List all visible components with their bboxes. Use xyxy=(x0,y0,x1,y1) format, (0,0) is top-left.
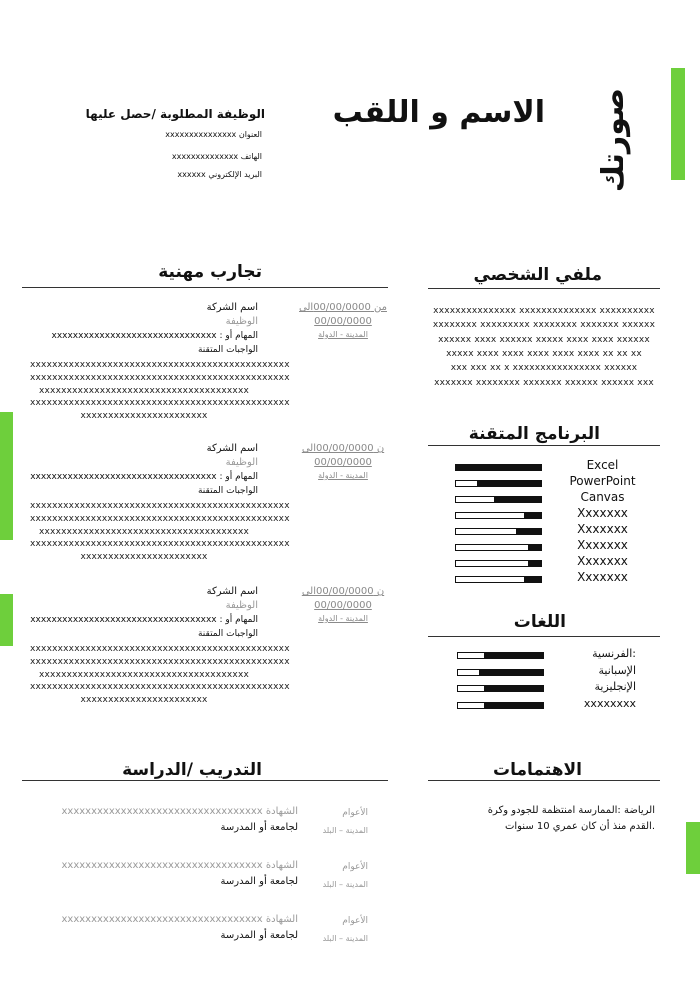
language-name: xxxxxxxx xyxy=(583,696,636,710)
experience-date-from: من 00/00/0000الى xyxy=(299,302,387,313)
skill-level-bar xyxy=(455,528,542,535)
skill-level-fill xyxy=(477,481,541,486)
tasks-label: المهام أو : xxxxxxxxxxxxxxxxxxxxxxxxxxxxxxx xyxy=(51,331,258,341)
education-location: المدينة – البلد xyxy=(322,880,368,889)
duty-line: xxxxxxxxxxxxxxxxxxxxxxxxxxxxxxxxxxxxxx xyxy=(39,669,249,680)
skill-level-fill xyxy=(516,529,542,534)
experience-date-to: 00/00/0000 xyxy=(314,457,372,468)
profile-line: xxxxxx xxxx xxxxxx xxxxx xxxx xxxx xxxxxx xyxy=(438,334,650,345)
experience-location: المدينة - الدولة xyxy=(318,614,368,623)
education-title: التدريب /الدراسة xyxy=(122,760,262,780)
skill-name: Excel xyxy=(586,458,619,472)
skill-name: Xxxxxxx xyxy=(577,538,628,552)
position-title: الوظيفة xyxy=(225,600,258,611)
interests-rule xyxy=(428,780,660,781)
skill-level-fill xyxy=(528,561,541,566)
experience-title: تجارب مهنية xyxy=(158,262,262,282)
accent-bar-top-right-gap xyxy=(671,180,685,220)
skill-level-bar xyxy=(455,576,542,583)
skill-level-bar xyxy=(455,464,542,471)
full-name: الاسم و اللقب xyxy=(332,95,545,130)
contact-email-label: البريد الإلكتروني xyxy=(208,170,262,179)
duty-line: xxxxxxxxxxxxxxxxxxxxxxxxxxxxxxxxxxxxxx xyxy=(39,385,249,396)
education-degree: الشهادة xxxxxxxxxxxxxxxxxxxxxxxxxxxxxxxxxx xyxy=(61,860,298,871)
skill-level-fill xyxy=(528,545,541,550)
duty-line: xxxxxxxxxxxxxxxxxxxxxxx xyxy=(80,552,208,563)
contact-address-value: xxxxxxxxxxxxxxx xyxy=(165,130,237,139)
education-location: المدينة – البلد xyxy=(322,934,368,943)
skill-name: Xxxxxxx xyxy=(577,506,628,520)
profile-line: xxxxxxxxxxxxxxx xxxxxxxxxxxxxx xxxxxxxxxx xyxy=(433,306,655,316)
experience-date-to: 00/00/0000 xyxy=(314,600,372,611)
duty-line: xxxxxxxxxxxxxxxxxxxxxxxxxxxxxxxxxxxxxxxxxxxxxxx xyxy=(30,513,290,524)
profile-rule xyxy=(428,288,660,289)
education-years: الأعوام xyxy=(342,862,368,872)
contact-phone-label: الهاتف xyxy=(240,152,262,161)
experience-date-from: ن 00/00/0000الى xyxy=(301,443,385,454)
skill-level-fill xyxy=(494,497,541,502)
duty-line: xxxxxxxxxxxxxxxxxxxxxxxxxxxxxxxxxxxxxxxxxxxxxxx xyxy=(30,656,290,667)
contact-phone xyxy=(140,152,262,161)
duty-line: xxxxxxxxxxxxxxxxxxxxxxxxxxxxxxxxxxxxxxxxxxxxxxx xyxy=(30,360,290,370)
education-years: الأعوام xyxy=(342,916,368,926)
skill-level-bar xyxy=(455,560,542,567)
contact-email xyxy=(140,170,262,179)
language-name: الإسبانية xyxy=(598,663,636,677)
experience-date-to: 00/00/0000 xyxy=(314,316,372,327)
company-name: اسم الشركة xyxy=(206,302,258,313)
contact-address xyxy=(140,130,262,139)
contact-email-value: xxxxxx xyxy=(177,170,206,179)
education-school: لجامعة أو المدرسة xyxy=(220,930,298,941)
skill-level-bar xyxy=(455,512,542,519)
skill-level-fill xyxy=(524,577,541,582)
skill-name: Xxxxxxx xyxy=(577,554,628,568)
duty-line: xxxxxxxxxxxxxxxxxxxxxxxxxxxxxxxxxxxxxx xyxy=(39,526,249,537)
skill-level-bar xyxy=(455,496,542,503)
accent-bar-right-bottom xyxy=(686,822,700,874)
profile-line: xxxxx xxxx xxxx xxxx xxxx xxxx xx xx xx xyxy=(446,348,642,359)
interests-line-1: الرياضة :الممارسة امنتظمة للجودو وكرة xyxy=(487,805,655,816)
job-title: الوظيفة المطلوبة /حصل عليها xyxy=(85,107,265,121)
education-location: المدينة – البلد xyxy=(322,826,368,835)
experience-date-from: ن 00/00/0000الى xyxy=(301,586,385,597)
duty-line: xxxxxxxxxxxxxxxxxxxxxxxxxxxxxxxxxxxxxxxxxxxxxxx xyxy=(30,682,290,693)
contact-address-label: العنوان xyxy=(238,130,262,139)
language-name: :الفرنسية xyxy=(592,647,636,660)
skill-name: PowerPoint xyxy=(569,474,636,488)
software-title: البرنامج المتقنة xyxy=(468,424,600,444)
experience-location: المدينة - الدولة xyxy=(318,471,368,480)
language-level-fill xyxy=(484,686,544,691)
duty-line: xxxxxxxxxxxxxxxxxxxxxxxxxxxxxxxxxxxxxxxxxxxxxxx xyxy=(30,372,290,383)
contact-phone-value: xxxxxxxxxxxxxx xyxy=(171,152,239,161)
photo-placeholder-label: صورتك xyxy=(596,88,631,193)
profile-title: ملفي الشخصي xyxy=(473,265,602,285)
language-level-bar xyxy=(457,652,544,659)
language-level-bar xyxy=(457,669,544,676)
accent-bar-left-1 xyxy=(0,412,13,540)
education-years: الأعوام xyxy=(342,808,368,818)
duty-line: xxxxxxxxxxxxxxxxxxxxxxx xyxy=(80,695,208,706)
profile-line: xxx xxx xx x xxxxxxxxxxxxxxxx xxxxxx xyxy=(450,363,638,374)
experience-location: المدينة - الدولة xyxy=(318,330,368,339)
skill-level-fill xyxy=(456,465,541,470)
languages-rule xyxy=(428,636,660,637)
profile-line: xxxxxxx xxxxxxxx xxxxxxx xxxxxx xxxxxx xxx xyxy=(434,377,654,388)
education-school: لجامعة أو المدرسة xyxy=(220,822,298,833)
duty-line: xxxxxxxxxxxxxxxxxxxxxxx xyxy=(80,411,208,422)
language-name: الإنجليزية xyxy=(594,680,636,693)
position-title: الوظيفة xyxy=(225,316,258,327)
duty-line: xxxxxxxxxxxxxxxxxxxxxxxxxxxxxxxxxxxxxxxxxxxxxxx xyxy=(30,398,290,409)
duty-line: xxxxxxxxxxxxxxxxxxxxxxxxxxxxxxxxxxxxxxxxxxxxxxx xyxy=(30,501,290,511)
education-rule xyxy=(22,780,388,781)
language-level-bar xyxy=(457,685,544,692)
experience-rule xyxy=(22,287,388,288)
language-level-fill xyxy=(484,703,544,708)
duties-label: الواجبات المتقنة xyxy=(197,486,258,496)
tasks-label: المهام أو : xxxxxxxxxxxxxxxxxxxxxxxxxxxxxxxxxxx xyxy=(30,615,258,625)
education-school: لجامعة أو المدرسة xyxy=(220,876,298,887)
profile-line: xxxxxxxx xxxxxxxxx xxxxxxxx xxxxxxx xxxxxx xyxy=(432,320,656,331)
duties-label: الواجبات المتقنة xyxy=(197,345,258,355)
skill-level-bar xyxy=(455,480,542,487)
skill-name: Xxxxxxx xyxy=(577,570,628,584)
interests-line-2: .القدم منذ أن كان عمري 10 سنوات xyxy=(504,821,655,832)
skill-name: Xxxxxxx xyxy=(577,522,628,536)
interests-title: الاهتمامات xyxy=(493,760,582,780)
position-title: الوظيفة xyxy=(225,457,258,468)
language-level-fill xyxy=(479,670,543,675)
accent-bar-left-2 xyxy=(0,594,13,646)
company-name: اسم الشركة xyxy=(206,443,258,454)
company-name: اسم الشركة xyxy=(206,586,258,597)
duties-label: الواجبات المتقنة xyxy=(197,629,258,639)
skill-name: Canvas xyxy=(580,490,625,504)
skill-level-bar xyxy=(455,544,542,551)
language-level-fill xyxy=(484,653,544,658)
education-degree: الشهادة xxxxxxxxxxxxxxxxxxxxxxxxxxxxxxxxxx xyxy=(61,806,298,817)
software-rule xyxy=(428,445,660,446)
tasks-label: المهام أو : xxxxxxxxxxxxxxxxxxxxxxxxxxxxxxxxxxx xyxy=(30,472,258,482)
duty-line: xxxxxxxxxxxxxxxxxxxxxxxxxxxxxxxxxxxxxxxxxxxxxxx xyxy=(30,539,290,550)
education-degree: الشهادة xxxxxxxxxxxxxxxxxxxxxxxxxxxxxxxxxx xyxy=(61,914,298,925)
duty-line: xxxxxxxxxxxxxxxxxxxxxxxxxxxxxxxxxxxxxxxxxxxxxxx xyxy=(30,644,290,654)
language-level-bar xyxy=(457,702,544,709)
skill-level-fill xyxy=(524,513,541,518)
languages-title: اللغات xyxy=(513,612,566,632)
